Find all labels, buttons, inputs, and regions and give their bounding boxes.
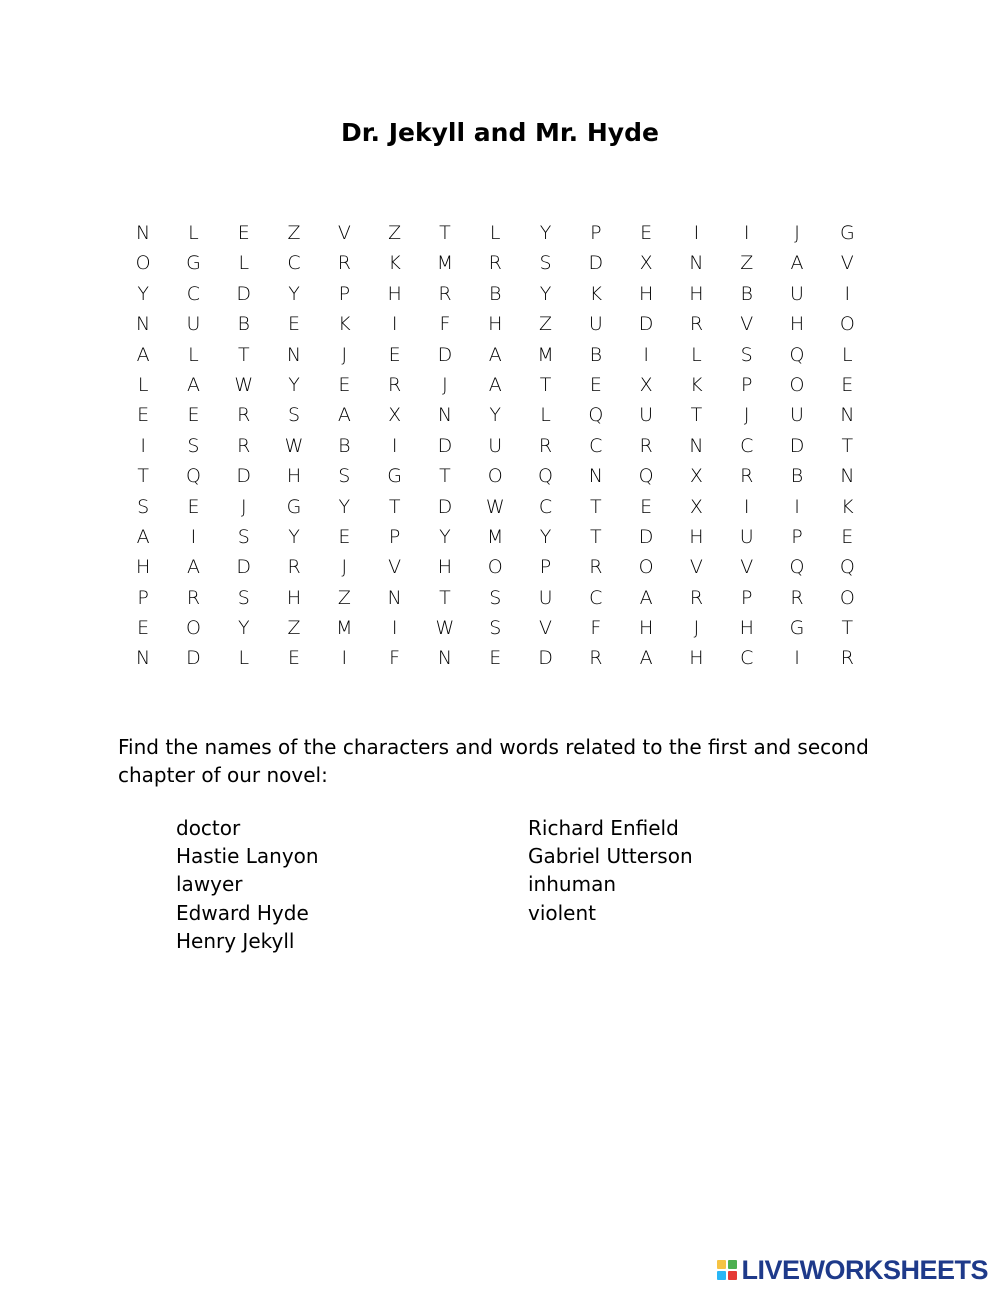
word-list-item: lawyer <box>176 872 243 897</box>
grid-letter[interactable]: L <box>842 343 853 366</box>
grid-letter[interactable]: X <box>639 373 653 396</box>
word-list-item: Henry Jekyll <box>176 928 295 953</box>
grid-letter[interactable]: Q <box>588 404 604 427</box>
grid-letter[interactable]: Y <box>288 282 300 305</box>
grid-letter[interactable]: G <box>387 465 402 488</box>
grid-letter[interactable]: M <box>487 525 504 548</box>
grid-letter[interactable]: L <box>188 343 199 366</box>
grid-letter[interactable]: N <box>840 404 855 427</box>
brand-text: LIVEWORKSHEETS <box>741 1254 988 1285</box>
grid-letter[interactable]: B <box>338 434 351 457</box>
word-list-item: Edward Hyde <box>176 900 309 925</box>
grid-letter[interactable]: F <box>439 313 451 336</box>
grid-letter[interactable]: D <box>236 282 252 305</box>
grid-letter[interactable]: J <box>693 617 700 640</box>
grid-letter[interactable]: D <box>186 647 201 670</box>
grid-letter[interactable]: V <box>689 556 703 579</box>
grid-letter[interactable]: T <box>690 404 703 427</box>
grid-letter[interactable]: I <box>794 495 800 518</box>
grid-letter[interactable]: E <box>841 373 854 396</box>
grid-letter[interactable]: Y <box>338 495 351 518</box>
grid-letter[interactable]: E <box>338 525 351 548</box>
word-list-item: violent <box>528 900 597 925</box>
grid-letter[interactable]: E <box>589 373 602 396</box>
grid-letter[interactable]: N <box>437 647 453 670</box>
grid-letter[interactable]: R <box>186 586 201 609</box>
grid-letter[interactable]: E <box>388 343 401 366</box>
grid-letter[interactable]: U <box>739 525 754 548</box>
grid-letter[interactable]: L <box>238 647 250 670</box>
grid-letter[interactable]: H <box>638 282 654 305</box>
grid-letter[interactable]: S <box>489 586 502 609</box>
grid-letter[interactable]: B <box>740 282 753 305</box>
grid-letter[interactable]: M <box>537 343 554 366</box>
grid-letter[interactable]: N <box>136 647 151 670</box>
grid-letter[interactable]: V <box>337 222 351 244</box>
grid-letter[interactable]: H <box>286 465 302 488</box>
grid-letter[interactable]: R <box>237 434 251 457</box>
grid-letter[interactable]: K <box>841 495 854 518</box>
grid-letter[interactable]: S <box>288 404 301 427</box>
grid-letter[interactable]: H <box>789 313 805 336</box>
grid-letter[interactable]: E <box>187 495 200 518</box>
grid-letter[interactable]: A <box>488 343 502 366</box>
grid-letter[interactable]: E <box>841 525 854 548</box>
grid-letter[interactable]: P <box>137 586 149 609</box>
grid-letter[interactable]: T <box>439 586 451 609</box>
grid-letter[interactable]: V <box>388 556 402 579</box>
grid-letter[interactable]: I <box>693 222 700 244</box>
grid-letter[interactable]: Q <box>839 556 855 579</box>
grid-letter[interactable]: O <box>487 465 503 488</box>
grid-letter[interactable]: I <box>844 282 851 305</box>
word-list-item: inhuman <box>528 872 616 897</box>
word-list <box>176 814 876 955</box>
grid-letter[interactable]: Z <box>287 222 301 244</box>
grid-letter[interactable]: J <box>341 343 348 366</box>
grid-letter[interactable]: E <box>288 647 301 670</box>
grid-letter[interactable]: P <box>388 525 401 548</box>
grid-letter[interactable]: C <box>740 647 754 670</box>
grid-letter[interactable]: V <box>740 313 754 336</box>
grid-letter[interactable]: S <box>740 343 753 366</box>
grid-letter[interactable]: T <box>388 495 401 518</box>
grid-letter[interactable]: L <box>238 252 250 275</box>
grid-letter[interactable]: N <box>387 586 402 609</box>
grid-letter[interactable]: F <box>590 617 602 640</box>
grid-letter[interactable]: W <box>234 373 254 396</box>
grid-letter[interactable]: N <box>437 404 453 427</box>
grid-letter[interactable]: I <box>190 525 197 548</box>
grid-letter[interactable]: U <box>639 404 654 427</box>
grid-letter[interactable]: O <box>789 373 805 396</box>
grid-letter[interactable]: W <box>284 434 304 457</box>
logo-square <box>717 1271 726 1280</box>
grid-letter[interactable]: D <box>789 434 805 457</box>
grid-letter[interactable]: I <box>743 222 750 244</box>
grid-letter[interactable]: S <box>539 252 552 275</box>
grid-letter[interactable]: T <box>439 222 451 244</box>
grid-letter[interactable]: M <box>436 252 454 275</box>
grid-letter[interactable]: B <box>589 343 603 366</box>
grid-letter[interactable]: I <box>643 343 649 366</box>
grid-letter[interactable]: A <box>136 525 150 548</box>
grid-letter[interactable]: T <box>137 465 149 488</box>
grid-letter[interactable]: E <box>489 647 502 670</box>
grid-letter[interactable]: L <box>137 373 149 396</box>
grid-letter[interactable]: H <box>739 617 754 640</box>
grid-letter[interactable]: D <box>236 465 252 488</box>
grid-letter[interactable]: R <box>337 252 351 275</box>
grid-letter[interactable]: X <box>639 252 653 275</box>
grid-letter[interactable]: R <box>237 404 251 427</box>
grid-letter[interactable]: A <box>186 373 200 396</box>
grid-letter[interactable]: J <box>442 373 448 396</box>
grid-letter[interactable]: Q <box>789 343 805 366</box>
grid-letter[interactable]: R <box>589 647 603 670</box>
grid-letter[interactable]: O <box>839 313 855 336</box>
grid-letter[interactable]: H <box>387 282 402 305</box>
logo-square <box>728 1271 737 1280</box>
grid-letter[interactable]: E <box>187 404 200 427</box>
grid-letter[interactable]: J <box>240 495 247 518</box>
grid-letter[interactable]: T <box>841 617 854 640</box>
grid-letter[interactable]: O <box>135 252 151 275</box>
grid-letter[interactable]: C <box>287 252 301 275</box>
grid-letter[interactable]: H <box>136 556 151 579</box>
grid-letter[interactable]: L <box>188 222 199 244</box>
grid-letter[interactable]: D <box>638 313 654 336</box>
grid-letter[interactable]: A <box>136 343 150 366</box>
grid-letter[interactable]: L <box>691 343 702 366</box>
word-list-item: Gabriel Utterson <box>528 844 693 869</box>
grid-letter[interactable]: D <box>638 525 654 548</box>
grid-letter[interactable]: K <box>388 252 401 275</box>
grid-letter[interactable]: H <box>638 617 654 640</box>
grid-letter[interactable]: R <box>287 556 301 579</box>
grid-letter[interactable]: E <box>288 313 301 336</box>
grid-letter[interactable]: P <box>740 373 753 396</box>
grid-letter[interactable]: N <box>689 434 704 457</box>
grid-letter[interactable]: N <box>689 252 704 275</box>
grid-letter[interactable]: Q <box>638 465 654 488</box>
instructions: Find the names of the characters and words related to the first and second chapter of our novel: <box>118 735 869 787</box>
word-list-item: doctor <box>176 816 241 840</box>
grid-letter[interactable]: R <box>488 252 502 275</box>
grid-letter[interactable]: Y <box>288 373 300 396</box>
grid-letter[interactable]: F <box>389 647 401 670</box>
grid-letter[interactable]: T <box>539 373 552 396</box>
grid-letter[interactable]: H <box>437 556 453 579</box>
grid-letter[interactable]: S <box>137 495 150 518</box>
grid-letter[interactable]: R <box>790 586 804 609</box>
grid-letter[interactable]: Z <box>539 313 553 336</box>
grid-letter[interactable]: I <box>794 647 800 670</box>
grid-letter[interactable]: D <box>437 495 453 518</box>
grid-letter[interactable]: Y <box>539 525 552 548</box>
grid-letter[interactable]: U <box>790 282 804 305</box>
grid-letter[interactable]: Q <box>185 465 201 488</box>
grid-letter[interactable]: E <box>338 373 351 396</box>
grid-letter[interactable]: Q <box>789 556 805 579</box>
grid-letter[interactable]: Y <box>489 404 502 427</box>
grid-letter[interactable]: D <box>437 434 453 457</box>
grid-letter[interactable]: P <box>791 525 803 548</box>
grid-letter[interactable]: P <box>740 586 753 609</box>
logo-square <box>717 1260 726 1269</box>
grid-letter[interactable]: C <box>186 282 201 305</box>
grid-letter[interactable]: H <box>689 647 704 670</box>
grid-letter[interactable]: N <box>136 222 151 244</box>
grid-letter[interactable]: V <box>840 252 854 275</box>
logo-square <box>728 1260 737 1269</box>
grid-letter[interactable]: O <box>638 556 654 579</box>
grid-letter[interactable]: Y <box>137 282 149 305</box>
grid-letter[interactable]: Y <box>288 525 300 548</box>
grid-letter[interactable]: G <box>186 252 201 275</box>
grid-letter[interactable]: C <box>538 495 553 518</box>
grid-letter[interactable]: C <box>589 434 603 457</box>
grid-letter[interactable]: R <box>840 647 854 670</box>
grid-letter[interactable]: A <box>639 586 653 609</box>
grid-letter[interactable]: O <box>487 556 503 579</box>
grid-letter[interactable]: E <box>137 617 150 640</box>
grid-letter[interactable]: K <box>690 373 703 396</box>
grid-letter[interactable]: K <box>589 282 603 305</box>
grid-letter[interactable]: U <box>538 586 553 609</box>
grid-letter[interactable]: E <box>640 222 653 244</box>
grid-letter[interactable]: C <box>589 586 603 609</box>
grid-letter[interactable]: G <box>789 617 805 640</box>
grid-letter[interactable]: Y <box>539 222 552 244</box>
grid-letter[interactable]: I <box>140 434 146 457</box>
grid-letter[interactable]: Z <box>337 586 351 609</box>
grid-letter[interactable]: B <box>237 313 250 336</box>
grid-letter[interactable]: E <box>137 404 150 427</box>
grid-letter[interactable]: W <box>485 495 505 518</box>
page-title: Dr. Jekyll and Mr. Hyde <box>341 118 659 147</box>
grid-letter[interactable]: S <box>489 617 502 640</box>
grid-letter[interactable]: N <box>286 343 302 366</box>
grid-letter[interactable]: I <box>391 313 398 336</box>
grid-letter[interactable]: H <box>488 313 503 336</box>
grid-letter[interactable]: L <box>540 404 551 427</box>
grid-letter[interactable]: I <box>743 495 750 518</box>
grid-letter[interactable]: T <box>590 495 602 518</box>
grid-letter[interactable]: P <box>539 556 552 579</box>
grid-letter[interactable]: U <box>488 434 503 457</box>
word-list-item: Hastie Lanyon <box>176 844 319 869</box>
grid-letter[interactable]: I <box>341 647 348 670</box>
grid-letter[interactable]: B <box>489 282 502 305</box>
grid-letter[interactable]: U <box>790 404 804 427</box>
grid-letter[interactable]: P <box>338 282 351 305</box>
grid-letter[interactable]: Y <box>539 282 552 305</box>
grid-letter[interactable]: C <box>740 434 754 457</box>
grid-letter[interactable]: S <box>237 586 250 609</box>
grid-letter[interactable]: L <box>489 222 501 244</box>
grid-letter[interactable]: P <box>590 222 602 244</box>
grid-letter[interactable]: R <box>740 465 754 488</box>
grid-letter[interactable]: J <box>794 222 800 244</box>
grid-letter[interactable]: R <box>689 586 704 609</box>
grid-letter[interactable]: D <box>437 343 453 366</box>
grid-letter[interactable]: Y <box>439 525 451 548</box>
grid-letter[interactable]: Z <box>287 617 301 640</box>
grid-letter[interactable]: V <box>539 617 553 640</box>
grid-letter[interactable]: G <box>839 222 855 244</box>
grid-letter[interactable]: H <box>689 282 704 305</box>
grid-letter[interactable]: H <box>689 525 704 548</box>
grid-letter[interactable]: R <box>589 556 603 579</box>
word-search-grid <box>118 218 872 674</box>
grid-letter[interactable]: E <box>640 495 653 518</box>
brand-footer[interactable] <box>717 1255 988 1285</box>
grid-letter[interactable]: H <box>286 586 302 609</box>
grid-letter[interactable]: X <box>388 404 402 427</box>
grid-letter[interactable]: I <box>391 617 398 640</box>
grid-letter[interactable]: R <box>689 313 704 336</box>
grid-letter[interactable]: A <box>186 556 200 579</box>
grid-letter[interactable]: X <box>689 465 703 488</box>
grid-letter[interactable]: A <box>639 647 653 670</box>
grid-letter[interactable]: D <box>538 647 553 670</box>
grid-letter[interactable]: N <box>840 465 855 488</box>
grid-letter[interactable]: J <box>743 404 750 427</box>
grid-letter[interactable]: D <box>236 556 252 579</box>
grid-letter[interactable]: T <box>841 434 854 457</box>
grid-letter[interactable]: O <box>185 617 201 640</box>
grid-letter[interactable]: K <box>338 313 351 336</box>
grid-letter[interactable]: S <box>187 434 200 457</box>
grid-letter[interactable]: T <box>439 465 451 488</box>
grid-letter[interactable]: A <box>488 373 502 396</box>
grid-letter[interactable]: T <box>590 525 602 548</box>
grid-letter[interactable]: N <box>588 465 603 488</box>
grid-letter[interactable]: J <box>341 556 348 579</box>
grid-letter[interactable]: Z <box>388 222 402 244</box>
grid-letter[interactable]: A <box>337 404 351 427</box>
word-list-item: Richard Enfield <box>528 816 679 840</box>
grid-letter[interactable]: Z <box>740 252 754 275</box>
grid-letter[interactable]: R <box>388 373 402 396</box>
grid-letter[interactable]: I <box>391 434 398 457</box>
grid-letter[interactable]: G <box>286 495 302 518</box>
grid-letter[interactable]: B <box>790 465 804 488</box>
grid-letter[interactable]: D <box>588 252 604 275</box>
grid-letter[interactable]: R <box>438 282 452 305</box>
grid-letter[interactable]: R <box>639 434 653 457</box>
grid-letter[interactable]: S <box>237 525 250 548</box>
grid-letter[interactable]: W <box>435 617 455 640</box>
grid-letter[interactable]: O <box>839 586 855 609</box>
grid-letter[interactable]: U <box>588 313 603 336</box>
grid-letter[interactable]: R <box>538 434 553 457</box>
grid-letter[interactable]: E <box>237 222 250 244</box>
grid-letter[interactable]: Y <box>237 617 250 640</box>
grid-letter[interactable]: V <box>740 556 754 579</box>
grid-letter[interactable]: X <box>689 495 703 518</box>
grid-letter[interactable]: Q <box>538 465 553 488</box>
liveworksheets-logo-icon <box>717 1260 737 1280</box>
grid-letter[interactable]: S <box>338 465 351 488</box>
grid-letter[interactable]: N <box>136 313 151 336</box>
grid-letter[interactable]: A <box>790 252 804 275</box>
grid-letter[interactable]: T <box>237 343 250 366</box>
grid-letter[interactable]: U <box>186 313 201 336</box>
grid-letter[interactable]: M <box>336 617 353 640</box>
